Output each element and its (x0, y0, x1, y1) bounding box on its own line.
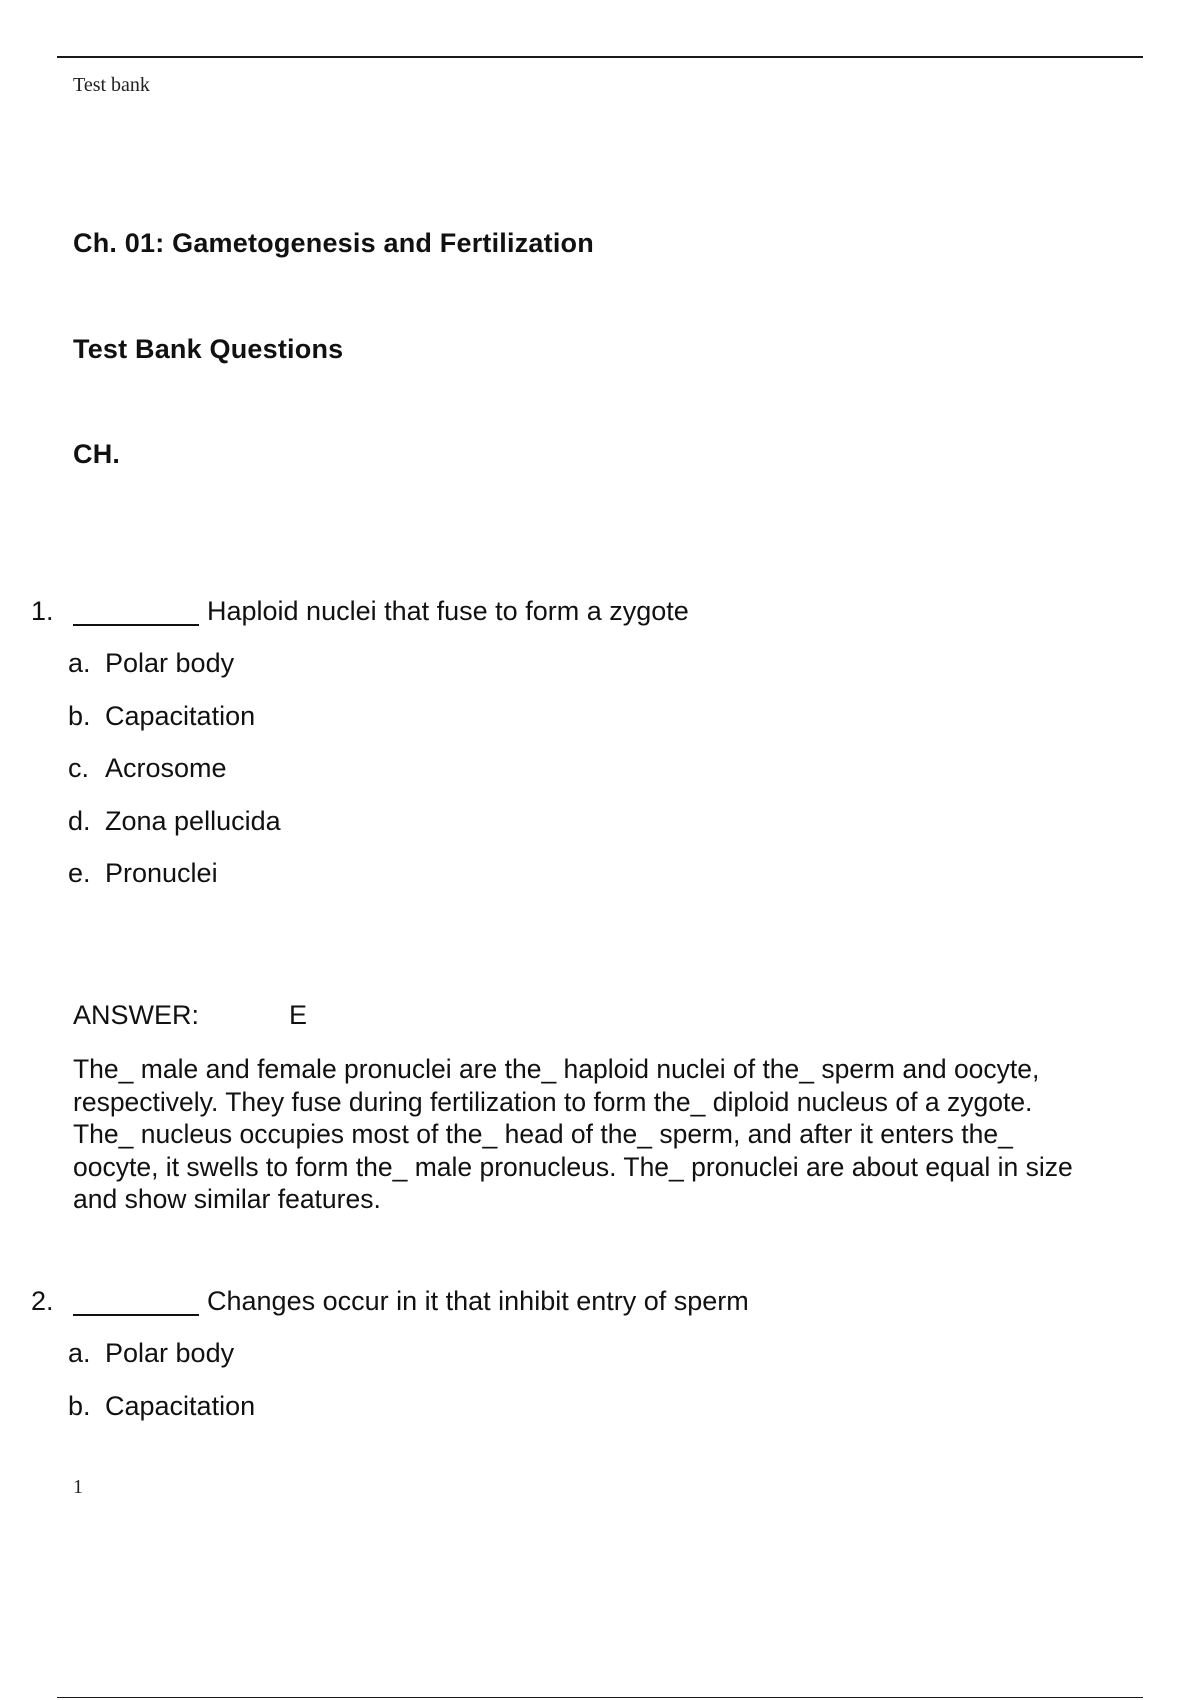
question-1 (31, 596, 689, 627)
option-b: b. Capacitation (68, 1391, 256, 1421)
explanation-line: respectively. They fuse during fertilization to form the_ diploid nucleus of a zygote. (73, 1086, 1033, 1117)
bottom-rule (57, 1697, 1143, 1698)
running-head: Test bank (73, 74, 150, 96)
section-label: CH. (73, 439, 121, 469)
option-c: c. Acrosome (68, 753, 227, 783)
answer-blank (73, 600, 199, 626)
option-d: d. Zona pellucida (68, 806, 281, 836)
section-title: Test Bank Questions (73, 334, 344, 364)
answer-blank (73, 1290, 199, 1316)
answer-value: E (289, 1000, 308, 1030)
top-rule (57, 56, 1143, 58)
explanation-line: The_ nucleus occupies most of the_ head of the_ sperm, and after it enters the_ (73, 1119, 1013, 1149)
option-e: e. Pronuclei (68, 858, 218, 888)
option-a: a. Polar body (68, 1338, 235, 1368)
option-b: b. Capacitation (68, 701, 256, 731)
answer-line (73, 1000, 307, 1031)
question-2 (31, 1286, 749, 1317)
question-number: 2. (31, 1286, 54, 1316)
answer-explanation (73, 1053, 1153, 1216)
explanation-line: and show similar features. (73, 1184, 381, 1214)
question-number: 1. (31, 596, 54, 626)
answer-label: ANSWER: (73, 1000, 200, 1030)
page-number: 1 (73, 1476, 83, 1498)
explanation-line: The_ male and female pronuclei are the_ haploid nuclei of the_ sperm and oocyte, (73, 1054, 1040, 1084)
question-stem: Haploid nuclei that fuse to form a zygote (207, 596, 689, 626)
question-stem: Changes occur in it that inhibit entry of sperm (207, 1286, 749, 1316)
explanation-line: oocyte, it swells to form the_ male pronucleus. The_ pronuclei are about equal in size (73, 1151, 1073, 1182)
option-a: a. Polar body (68, 648, 235, 678)
chapter-title: Ch. 01: Gametogenesis and Fertilization (73, 228, 594, 258)
